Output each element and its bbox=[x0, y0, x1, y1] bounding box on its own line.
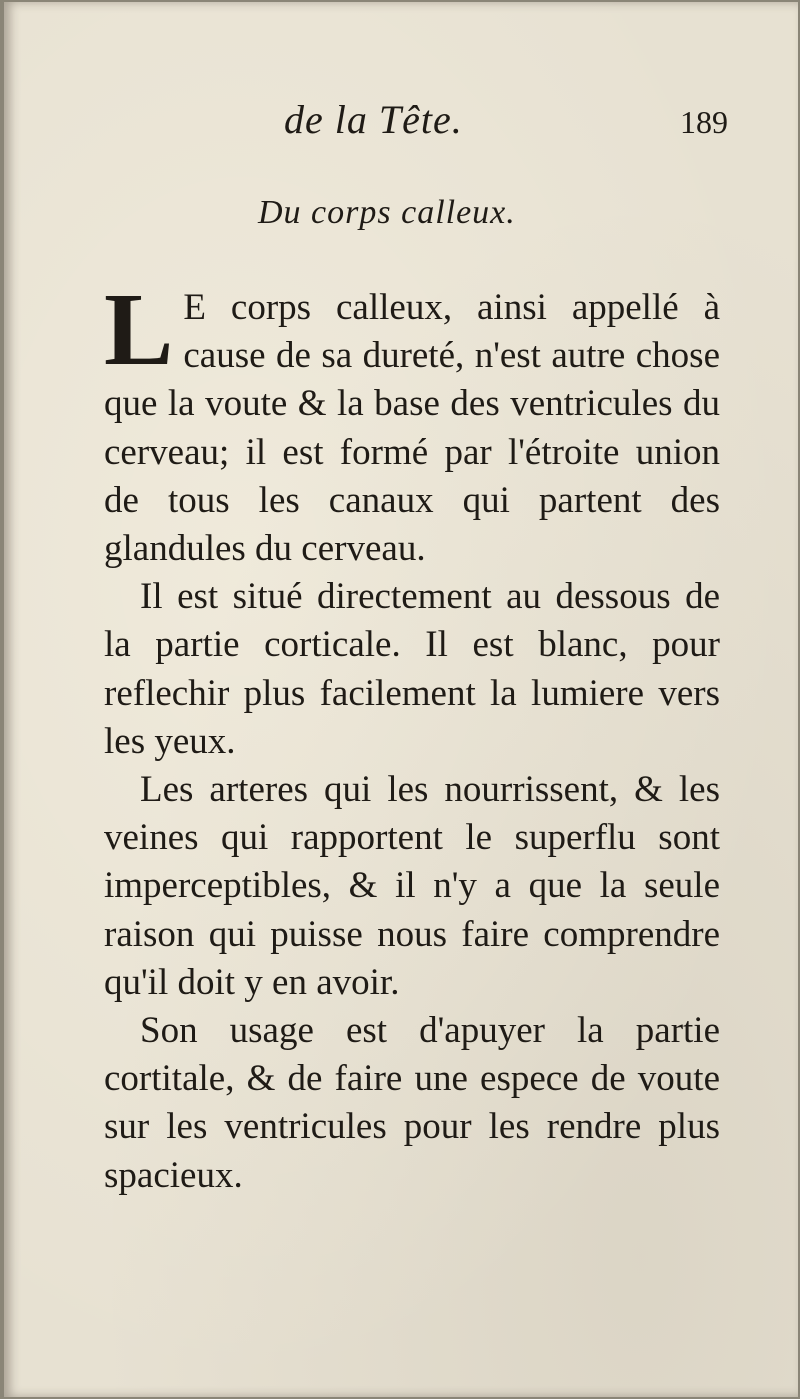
body-text bbox=[104, 272, 720, 1200]
drop-cap: L bbox=[104, 272, 174, 387]
paragraph-2: Il est situé directement au dessous de la partie corticale. Il est blanc, pour reflechir plus facilement la lumiere vers les yeux. bbox=[104, 576, 720, 762]
running-head: de la Tête. bbox=[284, 97, 463, 142]
paragraph-1 bbox=[104, 272, 720, 573]
paragraph-3: Les arteres qui les nourrissent, & les veines qui rapportent le superflu sont imperceptibles, & il n'y a que la seule raison qui puisse nous faire comprendre qu'il doit y en avoir. bbox=[104, 769, 720, 1003]
paragraph-1-text: E corps calleux, ainsi appellé à cause de sa dureté, n'est autre chose que la voute & la base des ventricules du cerveau; il est formé par l'étroite union de tous les canaux qui partent des glandules du cerveau. bbox=[104, 287, 720, 570]
page-number: 189 bbox=[680, 104, 728, 140]
section-title: Du corps calleux. bbox=[258, 194, 516, 231]
paragraph-4: Son usage est d'apuyer la partie cortitale, & de faire une espece de voute sur les ventricules pour les rendre plus spacieux. bbox=[104, 1010, 720, 1196]
book-page bbox=[4, 2, 798, 1397]
